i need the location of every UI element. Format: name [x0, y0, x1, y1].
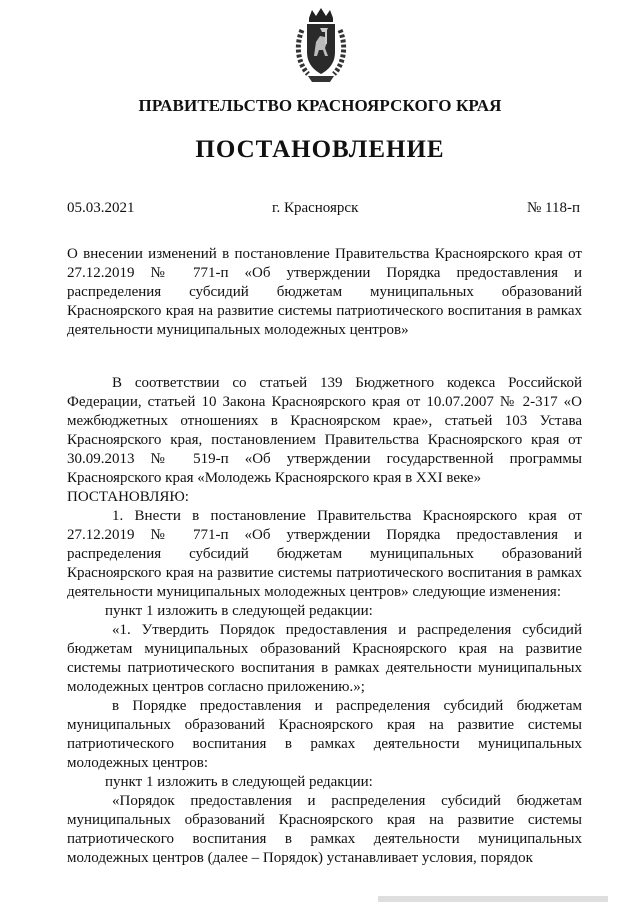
document-subject — [67, 245, 582, 340]
document-date: 05.03.2021 — [67, 200, 135, 216]
document-type-title: ПОСТАНОВЛЕНИЕ — [195, 136, 445, 163]
point-1-intro: пункт 1 изложить в следующей редакции: — [105, 603, 373, 619]
point-1-intro-second: пункт 1 изложить в следующей редакции: — [105, 774, 373, 790]
procedure-text-paragraph: «Порядок предоставления и распределения субсидий бюджетам муниципальных образований Красноярского края на развитие системы патриотического воспитания в рамках деятельности муниципальных молодежных центров (далее – Порядок) устанавливает условия, порядок — [67, 793, 582, 866]
document-number: № 118-п — [526, 200, 580, 216]
document-city: г. Красноярск — [272, 200, 359, 216]
item-1-paragraph: 1. Внести в постановление Правительства Красноярского края от 27.12.2019 № 771-п «Об утверждении Порядка предоставления и распределения субсидий бюджетам муниципальных образований Красноярского края на развитие системы патриотического воспитания в рамках деятельности муниципальных молодежных центров» следующие изменения: — [67, 508, 582, 600]
preamble-paragraph: В соответствии со статьей 139 Бюджетного кодекса Российской Федерации, статьей 10 Закона Красноярского края от 10.07.2007 № 2-317 «О межбюджетных отношениях в Красноярском крае», статьей 103 Устава Красноярского края, постановлением Правительства Красноярского края от 30.09.2013 № 519-п «Об утверждении государственной программы Красноярского края «Молодежь Красноярского края в XXI веке» — [67, 375, 582, 486]
document-body — [67, 374, 582, 868]
scan-edge-artifact — [378, 896, 608, 902]
subject-text: О внесении изменений в постановление Правительства Красноярского края от 27.12.2019 № 771-п «Об утверждении Порядка предоставления и распределения субсидий бюджетам муниципальных образований Красноярского края на развитие системы патриотического воспитания в рамках деятельности муниципальных молодежных центров» — [67, 246, 582, 338]
coat-of-arms-emblem — [292, 6, 350, 84]
point-1-text: «1. Утвердить Порядок предоставления и распределения субсидий бюджетам муниципальных образований Красноярского края на развитие системы патриотического воспитания в рамках деятельности муниципальных молодежных центров согласно приложению.»; — [67, 622, 582, 695]
resolve-line: ПОСТАНОВЛЯЮ: — [67, 489, 189, 505]
procedure-intro-paragraph: в Порядке предоставления и распределения субсидий бюджетам муниципальных образований Красноярского края на развитие системы патриотического воспитания в рамках деятельности муниципальных молодежных центров: — [67, 698, 582, 771]
government-title: ПРАВИТЕЛЬСТВО КРАСНОЯРСКОГО КРАЯ — [138, 96, 502, 115]
